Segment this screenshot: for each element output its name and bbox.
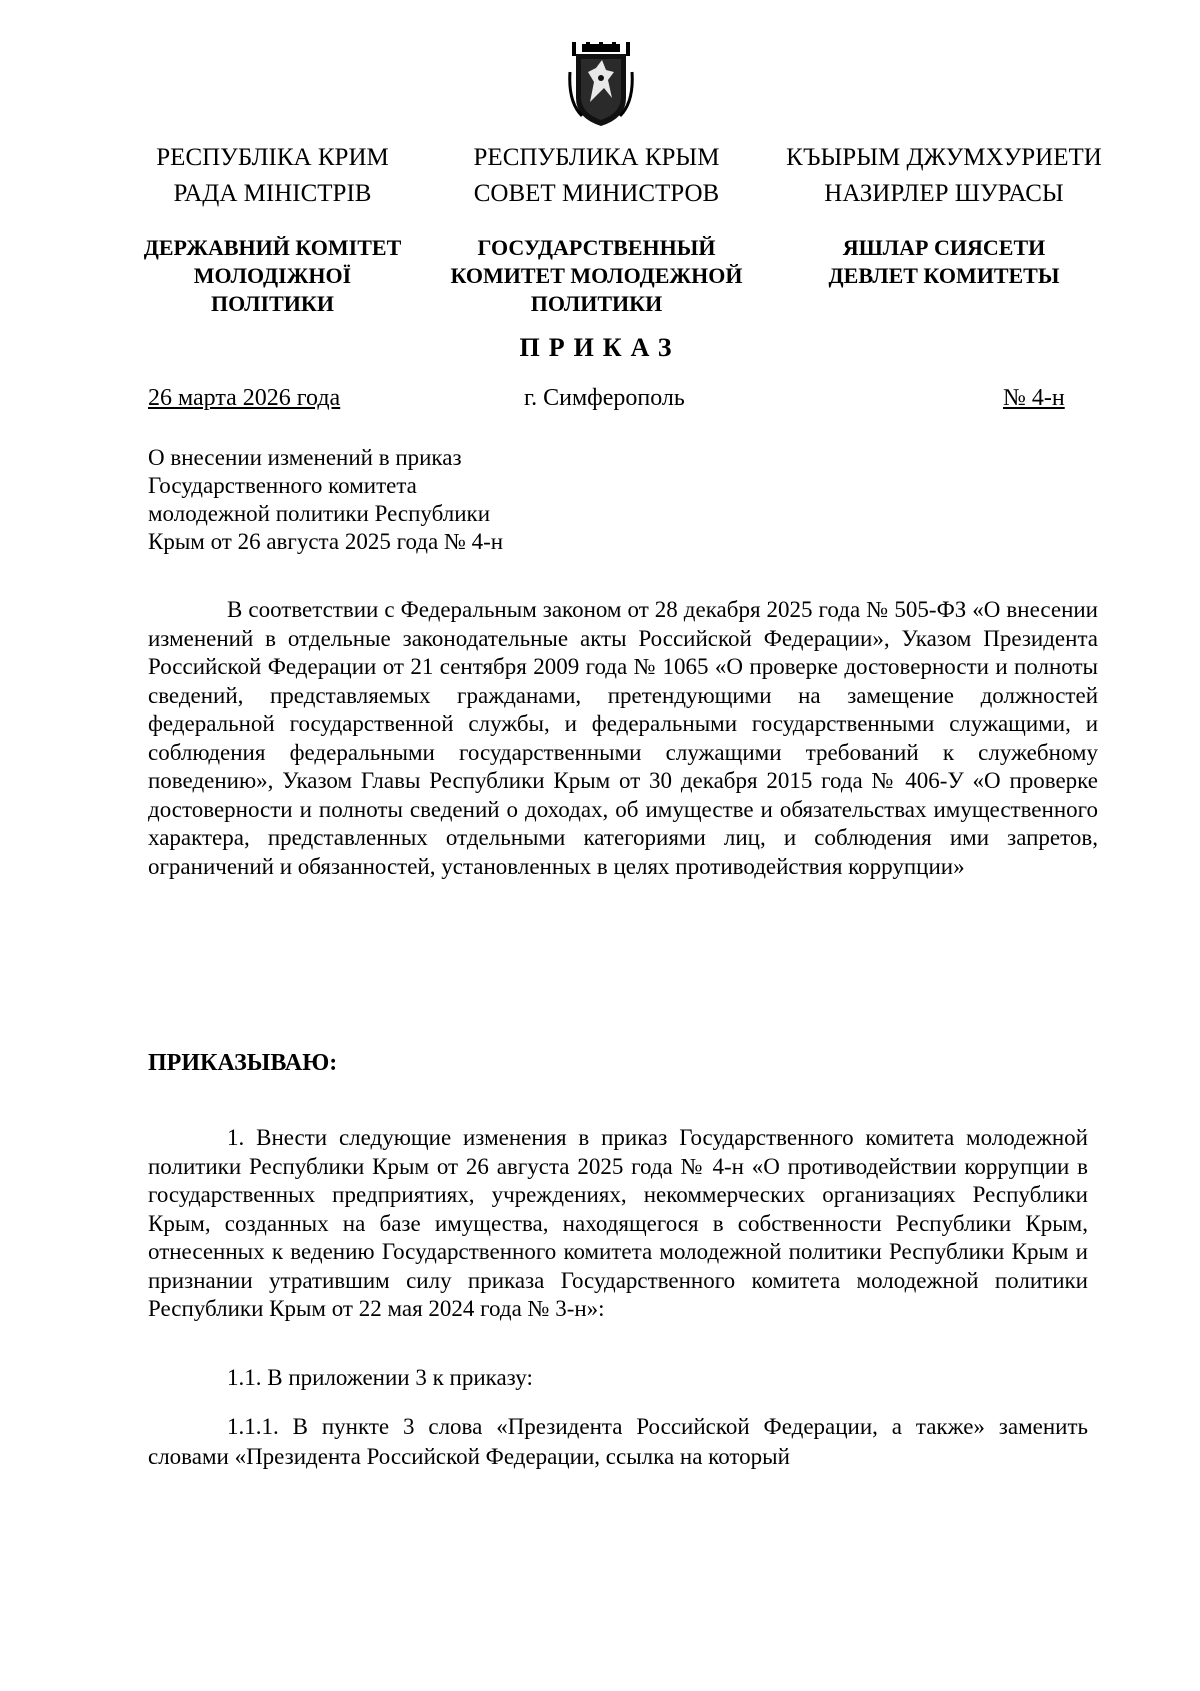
coat-of-arms-icon xyxy=(568,42,634,126)
header-crimean-tatar xyxy=(770,140,1118,290)
document-title: ПРИКАЗ xyxy=(519,333,681,362)
order-city: г. Симферополь xyxy=(524,385,685,411)
committee-name-crh: ЯШЛАР СИЯСЕТИ ДЕВЛЕТ КОМИТЕТЫ xyxy=(828,235,1060,288)
order-subject: О внесении изменений в приказ Государственного комитета молодежной политики Республики Крым от 26 августа 2025 года № 4-н xyxy=(148,445,504,554)
council-name-uk: РАДА МІНІСТРІВ xyxy=(173,180,372,207)
council-name-ru: СОВЕТ МИНИСТРОВ xyxy=(473,180,720,207)
committee-name-ru: ГОСУДАРСТВЕННЫЙ КОМИТЕТ МОЛОДЕЖНОЙ ПОЛИТИКИ xyxy=(450,235,743,316)
header-russian xyxy=(428,140,765,318)
order-item-1-1-1: 1.1.1. В пункте 3 слова «Президента Российской Федерации, а также» заменить словами «Президента Российской Федерации, ссылка на который xyxy=(148,1414,1088,1469)
header-ukrainian xyxy=(135,140,410,318)
republic-name-uk: РЕСПУБЛІКА КРИМ xyxy=(156,144,389,171)
preamble-paragraph: В соответствии с Федеральным законом от 28 декабря 2025 года № 505-ФЗ «О внесении изменений в отдельные законодательные акты Российской Федерации», Указом Президента Российской Федерации от 21 сентября 2009 года № 1065 «О проверке достоверности и полноты сведений, представляемых гражданами, претендующими на замещение должностей федеральной государственной службы, и федеральными государственными служащими, и соблюдения федеральными государственными служащими требований к служебному поведению», Указом Главы Республики Крым от 30 декабря 2015 года № 406-У «О проверке достоверности и полноты сведений о доходах, об имуществе и обязательствах имущественного характера, представленных отдельными категориями лиц, и соблюдения ими запретов, ограничений и обязанностей, установленных в целях противодействия коррупции» xyxy=(148,597,1098,879)
republic-name-ru: РЕСПУБЛИКА КРЫМ xyxy=(473,144,720,171)
order-item-1-1: 1.1. В приложении 3 к приказу: xyxy=(227,1365,533,1390)
order-number: № 4-н xyxy=(1003,385,1065,411)
order-date: 26 марта 2026 года xyxy=(148,385,341,411)
order-heading: ПРИКАЗЫВАЮ: xyxy=(148,1050,338,1076)
committee-name-uk: ДЕРЖАВНИЙ КОМІТЕТ МОЛОДІЖНОЇ ПОЛІТИКИ xyxy=(143,235,402,316)
council-name-crh: НАЗИРЛЕР ШУРАСЫ xyxy=(824,180,1064,207)
republic-name-crh: КЪЫРЫМ ДЖУМХУРИЕТИ xyxy=(786,144,1102,171)
order-item-1: 1. Внести следующие изменения в приказ Государственного комитета молодежной политики Республики Крым от 26 августа 2025 года № 4-н «О противодействии коррупции в государственных предприятиях, учреждениях, некоммерческих организациях Республики Крым, созданных на базе имущества, находящегося в собственности Республики Крым, отнесенных к ведению Государственного комитета молодежной политики Республики Крым и признании утратившим силу приказа Государственного комитета молодежной политики Республики Крым от 22 мая 2024 года № 3-н»: xyxy=(148,1125,1088,1321)
